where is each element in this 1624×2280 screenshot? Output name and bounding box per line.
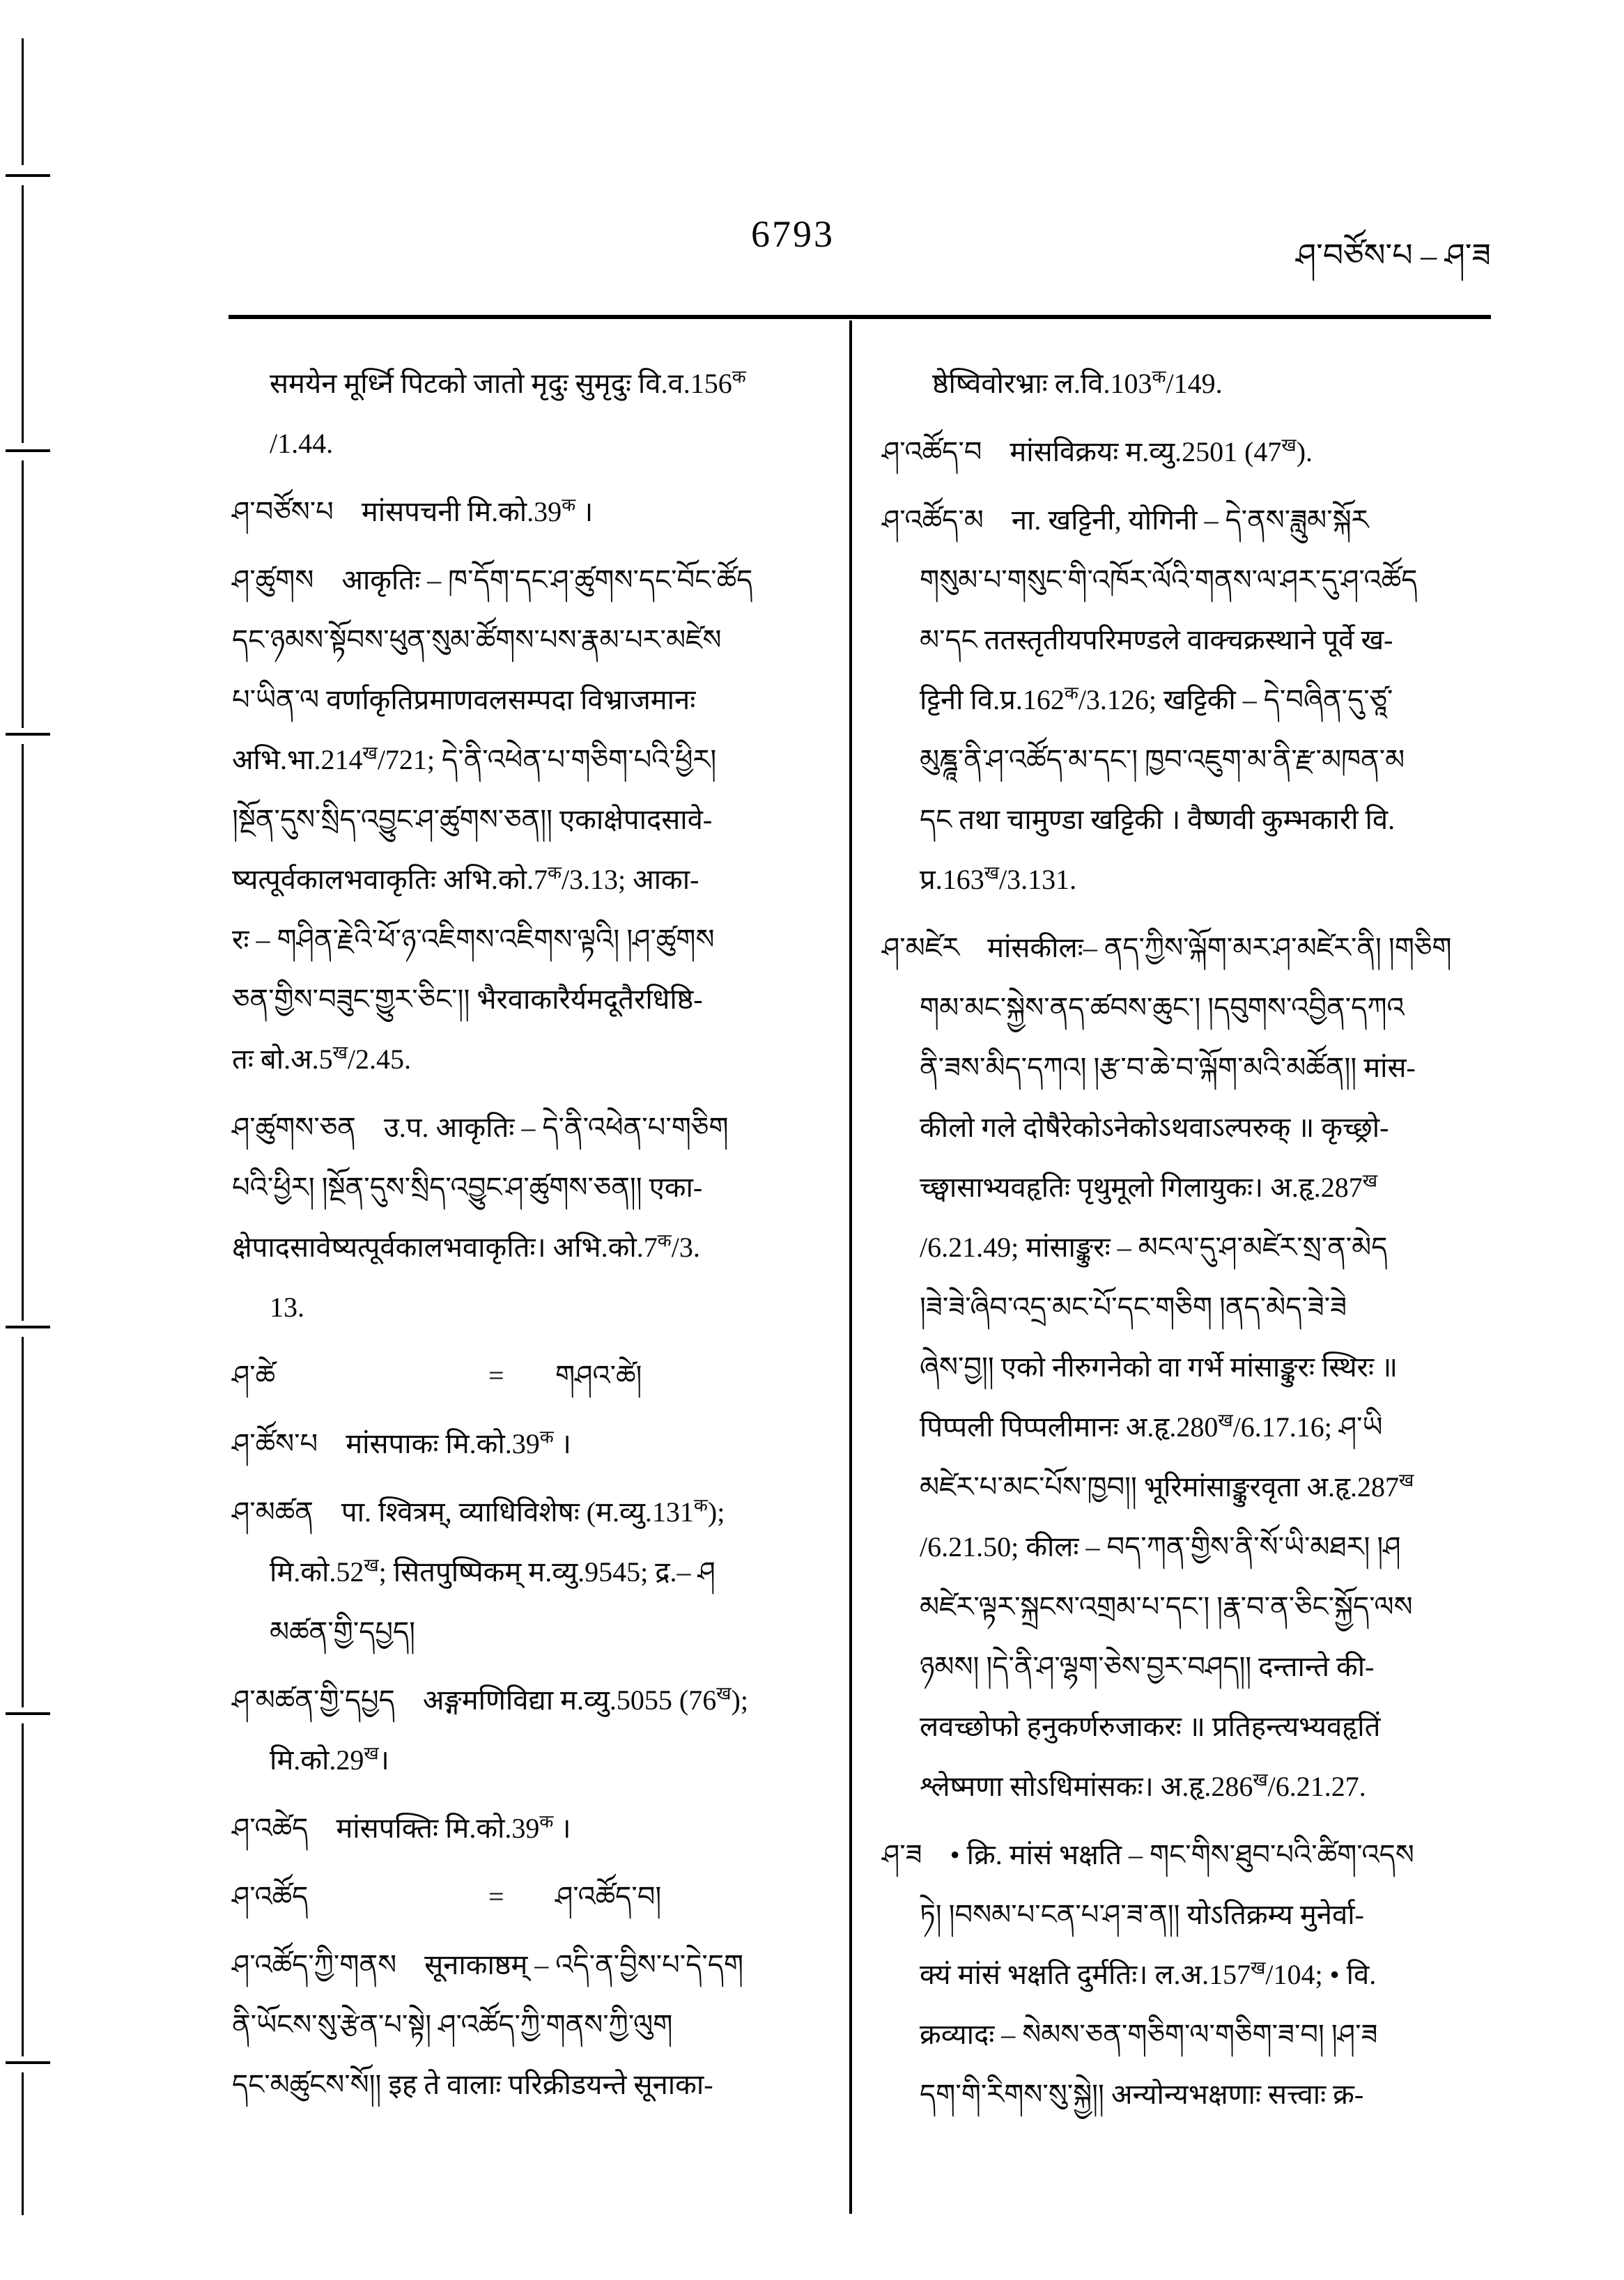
binding-mark xyxy=(22,1337,24,1707)
text-line xyxy=(232,1278,849,1337)
entry-text: /6.21.49; मांसाङ्कुरः – མངལ་དུ་ཤ་མཛེར་སྲ་ན་མེད xyxy=(920,1232,1388,1263)
entry-text: དག་གི་རིགས་སུ་སྐྱེ།། अन्योन्यभक्षणाः सत्त्वाः क्र- xyxy=(920,2079,1364,2110)
entry-headword: ཤ་ཚོས་པ xyxy=(232,1428,318,1459)
text-line xyxy=(232,1414,849,1474)
text-line xyxy=(882,1697,1498,1757)
entry-text: मांसपचनी $मि.को.39^क$ । xyxy=(361,495,594,527)
entry-text: དང तथा चामुण्डा खट्टिकी । वैष्णवी कुम्भकारी वि. xyxy=(920,804,1395,835)
entry-text: ཏེ། །བསམ་པ་ངན་པ་ཤ་ཟ་ན།། योऽतिक्रम्य मुनेर्वा- xyxy=(920,1899,1364,1930)
binding-mark xyxy=(6,1326,50,1328)
text-line xyxy=(882,1098,1498,1158)
entry-text: $मि.को.52^ख$; सितपुष्पिकम् म.व्यु.9545; द्र.– ཤ xyxy=(270,1555,716,1588)
entry-text: པ་ཡིན་ལ वर्णाकृतिप्रमाणवलसम्पदा विभ्राजमानः xyxy=(232,684,696,715)
text-line xyxy=(232,1602,849,1662)
text-line xyxy=(882,1885,1498,1945)
text-line xyxy=(882,490,1498,550)
entry-text: གམ་མང་སྐྱེས་ནད་ཚབས་ཆུང་། །དབུགས་འབྱིན་དཀའ xyxy=(920,992,1405,1023)
text-line xyxy=(232,910,849,970)
text-line xyxy=(882,1945,1498,2005)
text-line xyxy=(882,550,1498,610)
text-line xyxy=(232,1346,849,1406)
entry-text: आकृतिः – ཁ་དོག་དང་ཤ་ཚུགས་དང་བོང་ཚོད xyxy=(341,564,753,596)
entry-headword: ཤ་འཚོད་མ xyxy=(882,504,984,536)
text-line xyxy=(232,1158,849,1218)
cross-reference: གཤའ་ཚེ། xyxy=(555,1360,642,1391)
text-line xyxy=(232,1030,849,1089)
header-entry-range: ཤ་བཙོས་པ – ཤ་ཟ xyxy=(1296,238,1491,273)
binding-mark xyxy=(22,185,24,443)
text-line xyxy=(882,790,1498,850)
entry-text: མཛེར་པ་མང་པོས་ཁྱབ།། भूरिमांसाङ्कुरवृता $अ.हृ.287^ख$ xyxy=(920,1470,1414,1503)
entry-text: सूनाकाष्ठम् – འདི་ན་བྱིས་པ་དེ་དག xyxy=(424,1949,744,1980)
text-line xyxy=(882,730,1498,790)
text-line xyxy=(882,1397,1498,1457)
text-line xyxy=(882,354,1498,414)
entry-text: །སྔོན་དུས་སྲིད་འབྱུང་ཤ་ཚུགས་ཅན།། एकाक्षेपादसावे- xyxy=(232,804,713,835)
entry-text: क्यं मांसं भक्षति दुर्मतिः। $ल.अ.157^ख/104$; • वि. xyxy=(920,1957,1377,1990)
header-rule xyxy=(229,315,1491,319)
entry-headword: ཤ་མཚན་གྱི་དཔྱད xyxy=(232,1684,395,1716)
text-line xyxy=(232,1995,849,2055)
entry-text: क्रव्यादः – སེམས་ཅན་གཅིག་ལ་གཅིག་ཟ་བ། །ཤ་ཟ xyxy=(920,2019,1378,2050)
entry-text: ཉམས། །དེ་ནི་ཤ་ལྷག་ཅེས་བྱར་བཤད།། दन्तान्ते की- xyxy=(920,1651,1375,1682)
entry-text: ट्टिनी $वि.प्र.162^क/3.126$; खट्टिकी – དེ་བཞིན་དུ་ཙཱ་ xyxy=(920,683,1393,715)
entry-text: • क्रि. मांसं भक्षति – གང་གིས་ཐུབ་པའི་ཚིག་འདས xyxy=(950,1839,1414,1870)
binding-mark xyxy=(6,174,50,177)
right-column xyxy=(882,354,1498,2125)
binding-mark xyxy=(6,449,50,452)
binding-mark xyxy=(22,38,24,165)
entry-text: मांसविक्रयः म.व्यु.2501 $(47^ख)$. xyxy=(1010,435,1313,467)
entry-headword: ཤ་བཙོས་པ xyxy=(232,496,334,527)
text-line xyxy=(232,1730,849,1790)
text-line xyxy=(232,850,849,910)
equals-sign: = xyxy=(488,1360,504,1391)
entry-text: $प्र.163^ख/3.131$. xyxy=(920,862,1077,895)
text-line xyxy=(232,970,849,1030)
binding-mark xyxy=(6,733,50,736)
text-line xyxy=(882,2065,1498,2125)
text-line xyxy=(882,1577,1498,1637)
text-line xyxy=(882,1038,1498,1098)
entry-headword: ཤ་འཚེད xyxy=(232,1813,309,1844)
text-line xyxy=(882,1337,1498,1397)
text-line xyxy=(232,1218,849,1278)
text-line xyxy=(232,354,849,414)
entry-text: समयेन मूर्ध्नि पिटको जातो मृदुः सुमृदुः $वि.व.156^क$ xyxy=(270,366,746,399)
text-line xyxy=(882,1637,1498,1697)
text-line xyxy=(232,550,849,610)
entry-text: 13. xyxy=(270,1292,304,1323)
text-line xyxy=(232,730,849,790)
entry-text: མ་དང ततस्तृतीयपरिमण्डले वाक्चक्रस्थाने पूर्वे ख- xyxy=(920,624,1393,656)
text-line xyxy=(882,1457,1498,1517)
entry-text: कीलो गले दोषैरेकोऽनेकोऽथवाऽल्परुक् ॥ कृच्छ्रो- xyxy=(920,1112,1389,1143)
text-line xyxy=(232,1935,849,1995)
text-line xyxy=(882,422,1498,482)
entry-text: ཅན་གྱིས་བཟུང་གྱུར་ཅིང་།། भैरवाकारैर्यमदूतैरधिष्ठि- xyxy=(232,984,703,1015)
text-line xyxy=(232,1799,849,1859)
text-line xyxy=(232,1670,849,1730)
entry-text: དང་ཉམས་སྟོབས་ཕུན་སུམ་ཚོགས་པས་རྣམ་པར་མཛེས xyxy=(232,624,722,656)
entry-headword: ཤ་འཚོད xyxy=(232,1881,309,1912)
text-line xyxy=(882,610,1498,670)
entry-headword: ཤ་ཚེ xyxy=(232,1360,276,1391)
text-line xyxy=(882,2005,1498,2065)
entry-text: /1.44. xyxy=(270,428,334,459)
entry-text: ཞེས་བྱ།། एको नीरुगनेको वा गर्भे मांसाङ्कुरः स्थिरः ॥ xyxy=(920,1351,1398,1383)
text-line xyxy=(232,482,849,542)
text-line xyxy=(882,978,1498,1038)
text-line xyxy=(232,1542,849,1602)
binding-mark xyxy=(6,2061,50,2064)
binding-mark xyxy=(22,460,24,728)
text-line xyxy=(232,610,849,670)
text-line xyxy=(882,1757,1498,1817)
entry-text: च्छ्वासाभ्यवहृतिः पृथुमूलो गिलायुकः। $अ.हृ.287^ख$ xyxy=(920,1170,1378,1203)
entry-headword: ཤ་མཚན xyxy=(232,1496,314,1528)
entry-text: མཚན་གྱི་དཔྱད། xyxy=(270,1616,416,1647)
text-line xyxy=(882,1825,1498,1885)
text-line xyxy=(882,1218,1498,1278)
entry-headword: ཤ་ཟ xyxy=(882,1839,922,1870)
entry-text: लवच्छोफो हनुकर्णरुजाकरः ॥ प्रतिहन्त्यभ्यवहृतिं xyxy=(920,1711,1381,1742)
entry-headword: ཤ་ཚུགས xyxy=(232,564,314,596)
left-column xyxy=(232,354,849,2115)
text-line xyxy=(882,850,1498,910)
text-line xyxy=(232,670,849,730)
text-line xyxy=(232,414,849,474)
entry-text: पिप्पली पिप्पलीमानः $अ.हृ.280^ख/6.17.16$; ཤ་ཡི xyxy=(920,1410,1383,1443)
entry-text: ना. खट्टिनी, योगिनी – དེ་ནས་ཟླུམ་སྐོར xyxy=(1011,504,1369,536)
entry-text: अङ्गमणिविद्या म.व्यु.5055 $(76^ख)$; xyxy=(422,1683,748,1716)
entry-headword: ཤ་འཚོད་བ xyxy=(882,436,982,467)
entry-text: उ.प. आकृतिः – དེ་ནི་འཕེན་པ་གཅིག xyxy=(383,1112,729,1143)
text-line xyxy=(232,1098,849,1158)
entry-headword: ཤ་འཚོད་ཀྱི་གནས xyxy=(232,1949,397,1980)
entry-text: པའི་ཕྱིར། །སྔོན་དུས་སྲིད་འབྱུང་ཤ་ཚུགས་ཅན།། एका- xyxy=(232,1172,703,1203)
entry-text: मांसपक्तिः $मि.को.39^क$ । xyxy=(336,1811,571,1844)
binding-mark xyxy=(22,2072,24,2215)
text-line xyxy=(232,1867,849,1927)
text-line xyxy=(882,1158,1498,1218)
text-line xyxy=(232,790,849,850)
entry-text: ནི་ཡོངས་སུ་རྩེན་པ་སྟེ། ཤ་འཚོད་ཀྱི་གནས་ཀྱི་ལུག xyxy=(232,2009,673,2040)
text-line xyxy=(882,1517,1498,1577)
entry-text: །ཟེ་ཟེ་ཞིབ་འདྲ་མང་པོ་དང་གཅིག །ནད་མེད་ཟེ་ཟེ xyxy=(920,1292,1347,1323)
text-line xyxy=(882,1278,1498,1337)
entry-text: श्लेष्मणा सोऽधिमांसकः। $अ.हृ.286^ख/6.21.27$. xyxy=(920,1769,1366,1802)
entry-text: $अभि.भा.214^ख/721$; དེ་ནི་འཕེན་པ་གཅིག་པའི་ཕྱིར། xyxy=(232,743,717,775)
entry-text: ष्ठेष्विवोरभ्राः $ल.वि.103^क/149$. xyxy=(932,366,1223,399)
entry-text: रः – གཤིན་རྗེའི་ཕོ་ཉ་འཇིགས་འཇིགས་ལྟའི། །ཤ་ཚུགས xyxy=(232,924,715,955)
binding-mark xyxy=(6,1712,50,1715)
column-divider xyxy=(849,320,852,2214)
entry-text: /6.21.50; कीलः – བད་ཀན་གྱིས་ནི་སོ་ཡི་མཐར། །ཤ xyxy=(920,1531,1401,1562)
entry-text: मांसपाकः $मि.को.39^क$ । xyxy=(346,1427,571,1459)
entry-text: དང་མཚུངས་སོ།། इह ते वालाः परिक्रीडयन्ते सूनाका- xyxy=(232,2069,713,2100)
text-line xyxy=(232,1482,849,1542)
page-number: 6793 xyxy=(751,213,835,255)
entry-text: གསུམ་པ་གསུང་གི་འཁོར་ལོའི་གནས་ལ་ཤར་དུ་ཤ་འཚོད xyxy=(920,564,1418,596)
entry-text: पा. श्वित्रम्, व्याधिविशेषः $(म.व्यु.131^क)$; xyxy=(341,1495,725,1528)
entry-text: ष्यत्पूर्वकालभवाकृतिः $अभि.को.7^क/3.13$; आका- xyxy=(232,862,699,895)
entry-text: མུཎྜཱ་ནི་ཤ་འཚོད་མ་དང་། ཁྱབ་འཇུག་མ་ནི་རྫ་མཁན་མ xyxy=(920,744,1405,775)
cross-reference: ཤ་འཚོད་བ། xyxy=(555,1881,662,1912)
entry-text: तः $बो.अ.5^ख/2.45$. xyxy=(232,1042,412,1075)
entry-text: क्षेपादसावेष्यत्पूर्वकालभवाकृतिः। $अभि.को.7^क/3$. xyxy=(232,1230,700,1263)
text-line xyxy=(882,670,1498,730)
text-line xyxy=(232,2055,849,2115)
entry-text: མཛེར་ལྟར་སྐྲངས་འགྲམ་པ་དང་། །རྣ་བ་ན་ཅིང་སྐྱོད་ལས xyxy=(920,1591,1413,1622)
equals-sign: = xyxy=(488,1881,504,1912)
entry-text: $मि.को.29^ख।$ xyxy=(270,1743,389,1776)
entry-headword: ཤ་མཛེར xyxy=(882,932,960,963)
binding-mark xyxy=(22,1723,24,2056)
text-line xyxy=(882,918,1498,978)
entry-headword: ཤ་ཚུགས་ཅན xyxy=(232,1112,356,1143)
entry-text: मांसकीलः– ནད་ཀྱིས་ལྐོག་མར་ཤ་མཛེར་ནི། །གཅིག xyxy=(987,932,1452,963)
entry-text: ནི་ཟས་མིད་དཀའ། །རྩ་བ་ཆེ་བ་ལྐོག་མའི་མཚོན།། मांस- xyxy=(920,1052,1416,1083)
binding-mark xyxy=(22,744,24,1321)
